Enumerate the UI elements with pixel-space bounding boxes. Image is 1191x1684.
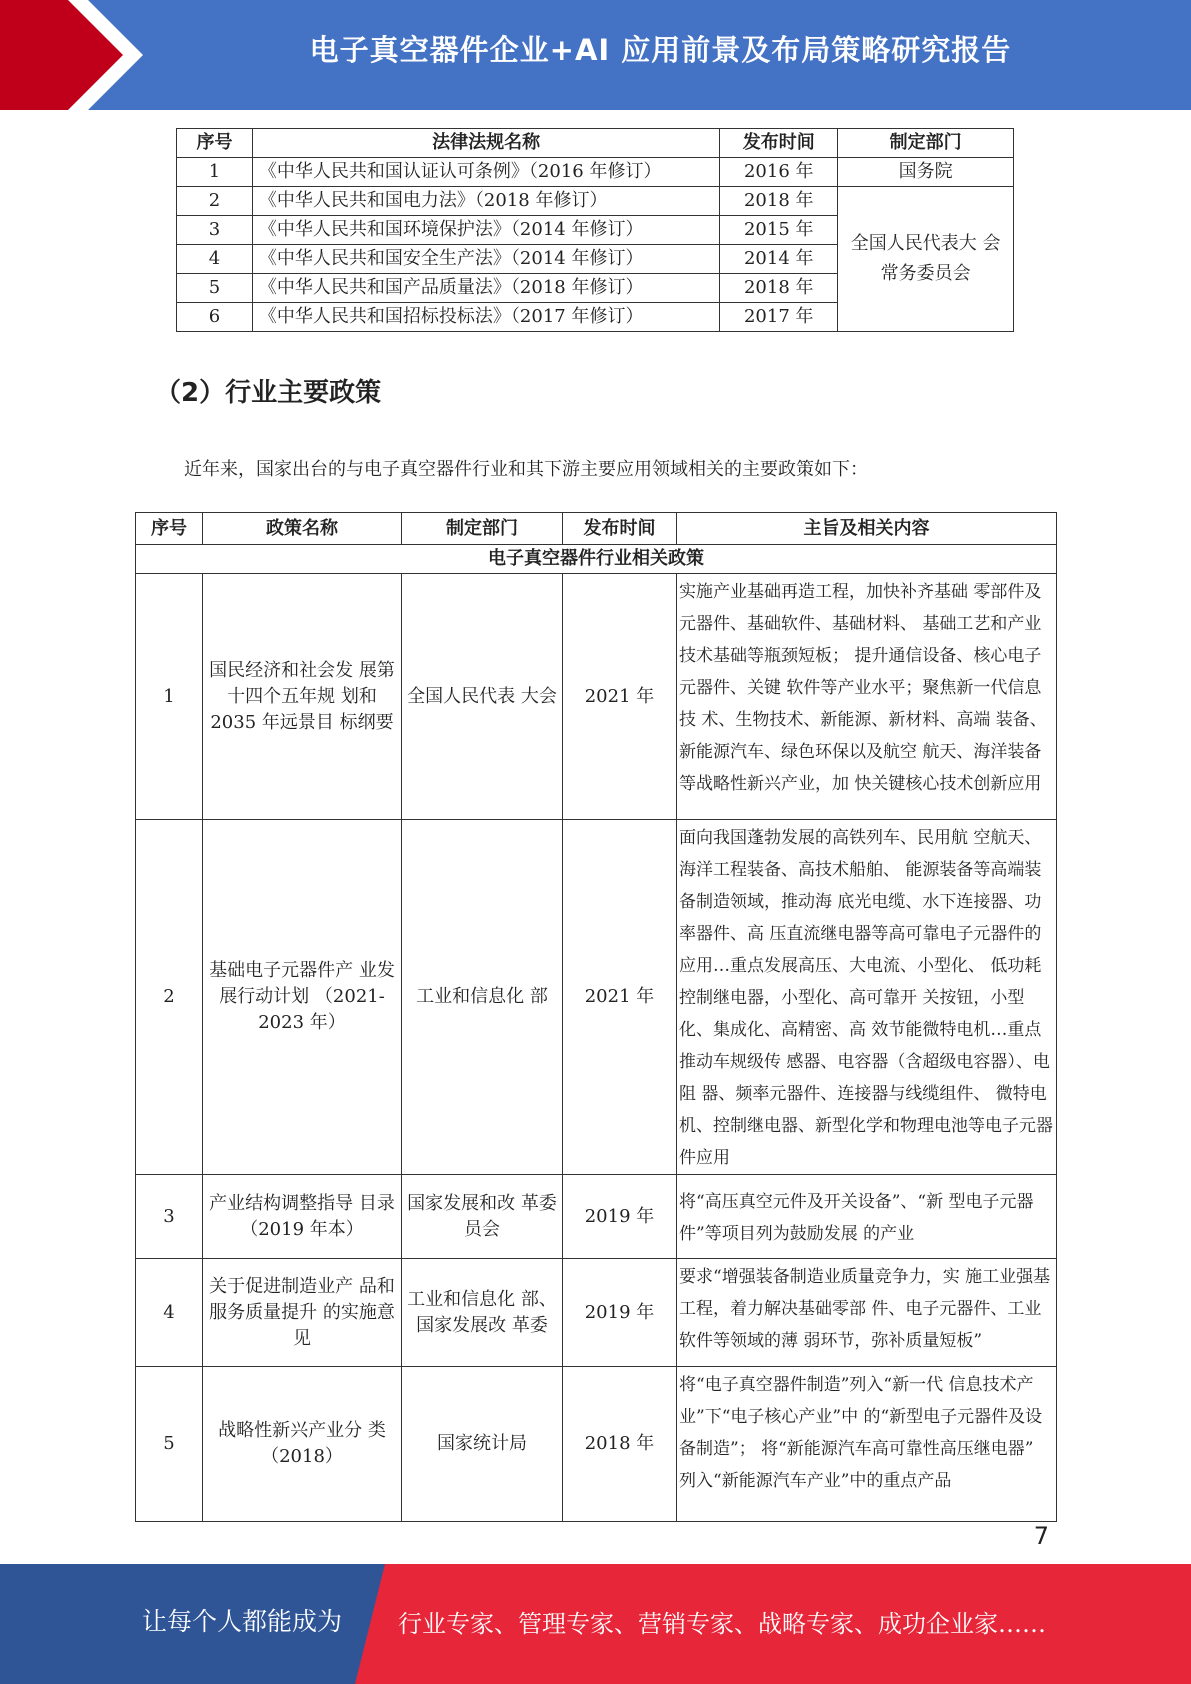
- law-name: 《中华人民共和国安全生产法》（2014 年修订）: [252, 245, 719, 274]
- policy-col-name: 政策名称: [203, 513, 402, 545]
- law-col-name: 法律法规名称: [252, 129, 719, 158]
- policy-content: 面向我国蓬勃发展的高铁列车、民用航 空航天、海洋工程装备、高技术船舶、 能源装备等高端装备制造领域，推动海 底光电缆、水下连接器、功率器件、高 压直流继电器等高可靠电子元器件的 应用…重点发展高压、大电流、小型化、 低功耗控制继电器，小型化、高可靠开 关按钮，小型化、集成化、高精密、高 效节能微特电机…重点推动车规级传 感器、电容器（含超级电容器）、电阻 器、频率元器件、连接器与线缆组件、 微特电机、控制继电器、新型化学和物理电池等电子元器件应用: [677, 820, 1057, 1175]
- law-year: 2017 年: [720, 303, 838, 332]
- law-year: 2016 年: [720, 158, 838, 187]
- policy-dept: 国家发展和改 革委员会: [402, 1175, 563, 1259]
- law-name: 《中华人民共和国认证认可条例》（2016 年修订）: [252, 158, 719, 187]
- page-footer: [0, 1564, 1191, 1684]
- policy-dept: 全国人民代表 大会: [402, 574, 563, 820]
- law-name: 《中华人民共和国招标投标法》（2017 年修订）: [252, 303, 719, 332]
- law-year: 2018 年: [720, 187, 838, 216]
- policy-year: 2018 年: [563, 1367, 677, 1522]
- table-row: [177, 158, 1014, 187]
- policy-col-dept: 制定部门: [402, 513, 563, 545]
- policy-col-content: 主旨及相关内容: [677, 513, 1057, 545]
- policy-dept: 国家统计局: [402, 1367, 563, 1522]
- law-no: 6: [177, 303, 253, 332]
- table-row: [136, 1367, 1057, 1522]
- law-table: [176, 128, 1014, 332]
- page-number: 7: [1033, 1522, 1049, 1550]
- law-col-no: 序号: [177, 129, 253, 158]
- policy-dept: 工业和信息化 部、国家发展改 革委: [402, 1259, 563, 1367]
- policy-table-header-row: [136, 513, 1057, 545]
- policy-name: 产业结构调整指导 目录 （2019 年本）: [203, 1175, 402, 1259]
- law-name: 《中华人民共和国环境保护法》（2014 年修订）: [252, 216, 719, 245]
- policy-name: 关于促进制造业产 品和服务质量提升 的实施意见: [203, 1259, 402, 1367]
- table-row: [136, 574, 1057, 820]
- footer-slogan-right: 行业专家、管理专家、营销专家、战略专家、成功企业家……: [398, 1610, 1046, 1638]
- law-no: 4: [177, 245, 253, 274]
- policy-group-title: 电子真空器件行业相关政策: [136, 545, 1057, 574]
- intro-paragraph: 近年来，国家出台的与电子真空器件行业和其下游主要应用领域相关的主要政策如下：: [184, 459, 868, 480]
- table-row: [136, 1175, 1057, 1259]
- policy-name: 国民经济和社会发 展第十四个五年规 划和 2035 年远景目 标纲要: [203, 574, 402, 820]
- law-dept-merged: 全国人民代表大 会常务委员会: [838, 187, 1014, 332]
- law-dept: 国务院: [838, 158, 1014, 187]
- law-no: 5: [177, 274, 253, 303]
- law-no: 2: [177, 187, 253, 216]
- policy-col-no: 序号: [136, 513, 203, 545]
- policy-year: 2021 年: [563, 574, 677, 820]
- policy-no: 4: [136, 1259, 203, 1367]
- law-name: 《中华人民共和国产品质量法》（2018 年修订）: [252, 274, 719, 303]
- policy-no: 1: [136, 574, 203, 820]
- policy-col-year: 发布时间: [563, 513, 677, 545]
- law-no: 3: [177, 216, 253, 245]
- law-table-header-row: [177, 129, 1014, 158]
- policy-name: 战略性新兴产业分 类（2018）: [203, 1367, 402, 1522]
- law-year: 2014 年: [720, 245, 838, 274]
- law-col-year: 发布时间: [720, 129, 838, 158]
- policy-name: 基础电子元器件产 业发展行动计划 （2021-2023 年）: [203, 820, 402, 1175]
- policy-year: 2019 年: [563, 1175, 677, 1259]
- law-name: 《中华人民共和国电力法》（2018 年修订）: [252, 187, 719, 216]
- policy-table: [135, 512, 1057, 1522]
- policy-content: 将“电子真空器件制造”列入“新一代 信息技术产业”下“电子核心产业”中 的“新型电子元器件及设备制造”； 将“新能源汽车高可靠性高压继电器” 列入“新能源汽车产业”中的重点产品: [677, 1367, 1057, 1522]
- law-col-dept: 制定部门: [838, 129, 1014, 158]
- policy-year: 2021 年: [563, 820, 677, 1175]
- policy-dept: 工业和信息化 部: [402, 820, 563, 1175]
- footer-slogan-left: 让每个人都能成为: [142, 1607, 343, 1636]
- law-year: 2015 年: [720, 216, 838, 245]
- section-heading: （2）行业主要政策: [155, 378, 382, 408]
- header-chevron-graphic: [0, 0, 160, 110]
- policy-no: 2: [136, 820, 203, 1175]
- law-year: 2018 年: [720, 274, 838, 303]
- report-title: 电子真空器件企业+AI 应用前景及布局策略研究报告: [309, 33, 1012, 67]
- policy-year: 2019 年: [563, 1259, 677, 1367]
- law-no: 1: [177, 158, 253, 187]
- policy-content: 实施产业基础再造工程，加快补齐基础 零部件及元器件、基础软件、基础材料、 基础工艺和产业技术基础等瓶颈短板； 提升通信设备、核心电子元器件、关键 软件等产业水平；聚焦新一代信息技 术、生物技术、新能源、新材料、高端 装备、新能源汽车、绿色环保以及航空 航天、海洋装备等战略性新兴产业，加 快关键核心技术创新应用: [677, 574, 1057, 820]
- table-row: [136, 1259, 1057, 1367]
- table-row: [177, 187, 1014, 216]
- policy-content: 要求“增强装备制造业质量竞争力，实 施工业强基工程，着力解决基础零部 件、电子元器件、工业软件等领域的薄 弱环节，弥补质量短板”: [677, 1259, 1057, 1367]
- policy-group-row: [136, 545, 1057, 574]
- page-header: [0, 0, 1191, 110]
- policy-content: 将“高压真空元件及开关设备”、“新 型电子元器件”等项目列为鼓励发展 的产业: [677, 1175, 1057, 1259]
- policy-no: 3: [136, 1175, 203, 1259]
- policy-no: 5: [136, 1367, 203, 1522]
- table-row: [136, 820, 1057, 1175]
